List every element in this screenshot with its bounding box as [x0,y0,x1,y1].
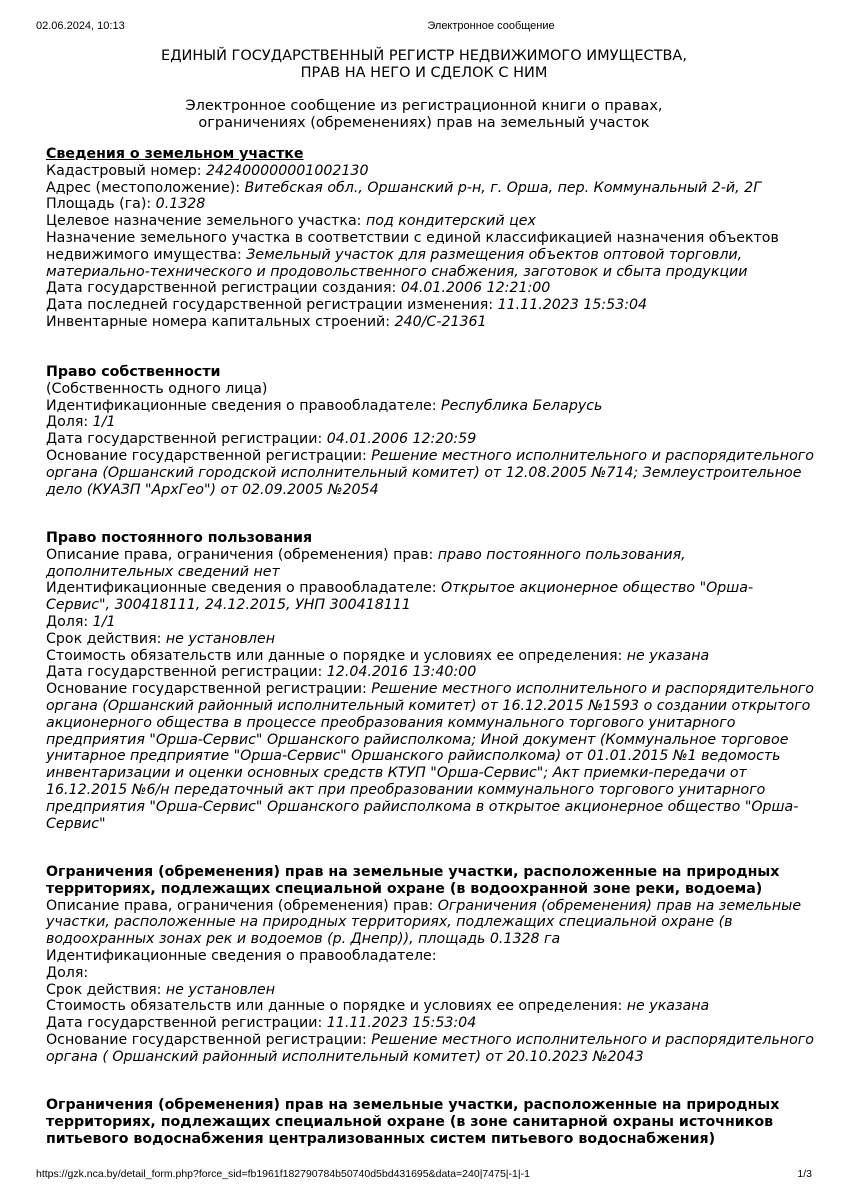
description-row [46,547,816,581]
classification-value: Земельный участок для размещения объектов оптовой торговли, материально-технического и продовольственного снабжения, заготовок и сбыта продукции [46,246,748,280]
print-url: https://gzk.nca.by/detail_form.php?force_sid=fb1961f182790784b50740d5bd431695&data=240|7475|-1|-1 [36,1168,530,1180]
ownership-kind: (Собственность одного лица) [46,380,268,397]
restriction-heading-line: питьевого водоснабжения централизованных систем питьевого водоснабжения) [46,1130,716,1147]
registration-value: 12.04.2016 13:40:00 [326,664,477,681]
registration-row [46,431,816,448]
permanent-use-heading: Право постоянного пользования [46,530,313,546]
registration-label: Дата государственной регистрации: [46,664,327,681]
holder-label: Идентификационные сведения о правообладателе: [46,580,442,597]
purpose-row [46,213,816,230]
created-row [46,280,816,297]
basis-label: Основание государственной регистрации: [46,681,372,698]
term-label: Срок действия: [46,630,166,647]
basis-value: Решение местного исполнительного и распорядительного органа (Оршанский городской исполнительный комитет) от 12.08.2005 №714; Землеустроительное дело (КУАЗП "АрхГео") от 02.09.2005 №2054 [46,447,814,498]
area-label: Площадь (га): [46,196,156,213]
inventory-value: 240/С-21361 [394,313,487,330]
cost-row [46,648,816,665]
cost-label: Стоимость обязательств или данные о порядке и условиях ее определения: [46,998,627,1015]
term-row [46,631,816,648]
share-label: Доля: [46,613,93,630]
share-row [46,414,816,431]
registration-row [46,1015,816,1032]
basis-value: Решение местного исполнительного и распорядительного органа (Оршанский районный исполнительный комитет) от 16.12.2015 №1593 о создании открытого акционерного общества в процессе преобразования коммунального торгового унитарного предприятия "Орша-Сервис" Оршанского райисполкома; Иной документ (Коммунальное торговое унитарное предприятие "Орша-Сервис" Оршанского райисполкома) от 01.01.2015 №1 ведомость инвентаризации и оценки основных средств КТУП "Орша-Сервис"; Акт приемки-передачи от 16.12.2015 №6/н передаточный акт при преобразовании коммунального торгового унитарного предприятия "Орша-Сервис" Оршанского райисполкома в открытое акционерное общество "Орша-Сервис" [46,681,814,832]
cadastral-label: Кадастровый номер: [46,162,206,179]
basis-label: Основание государственной регистрации: [46,447,372,464]
registration-value: 04.01.2006 12:20:59 [326,431,477,448]
address-value: Витебская обл., Оршанский р-н, г. Орша, пер. Коммунальный 2-й, 2Г [244,179,762,196]
address-label: Адрес (местоположение): [46,179,245,196]
share-value: 1/1 [92,613,116,630]
restriction-heading-line: территориях, подлежащих специальной охране (в зоне санитарной охраны источников [46,1113,774,1130]
created-label: Дата государственной регистрации создания: [46,280,401,297]
water-zone-restriction-section [46,864,816,1066]
cost-value: не указана [626,998,710,1015]
purpose-label: Целевое назначение земельного участка: [46,213,366,230]
holder-row [46,398,816,415]
address-row [46,180,816,197]
term-row [46,982,816,999]
purpose-value: под кондитерский цех [365,213,536,230]
share-label: Доля: [46,964,89,981]
registration-value: 11.11.2023 15:53:04 [326,1015,477,1032]
share-label: Доля: [46,414,93,431]
restriction-heading-line: Ограничения (обременения) прав на земельные участки, расположенные на природных [46,1097,780,1113]
restriction-heading-line: Ограничения (обременения) прав на земельные участки, расположенные на природных [46,864,780,880]
description-label: Описание права, ограничения (обременения) прав: [46,897,438,914]
term-value: не установлен [165,630,275,647]
basis-row [46,1032,816,1066]
cost-value: не указана [626,647,710,664]
restriction-heading-line: территориях, подлежащих специальной охране (в водоохранной зоне реки, водоема) [46,880,763,897]
description-value: право постоянного пользования, дополнительных сведений нет [46,546,686,580]
cadastral-row [46,163,816,180]
changed-label: Дата последней государственной регистрации изменения: [46,297,498,314]
register-title [0,48,848,81]
area-row [46,196,816,213]
permanent-use-section [46,530,816,832]
registration-label: Дата государственной регистрации: [46,1015,327,1032]
classification-label: Назначение земельного участка в соответствии с единой классификацией назначения объектов недвижимого имущества: [46,229,779,263]
share-row [46,965,816,982]
land-plot-heading: Сведения о земельном участке [46,146,304,162]
inventory-row [46,314,816,331]
print-doc-title: Электронное сообщение [427,20,555,32]
share-value: 1/1 [92,414,116,431]
cost-row [46,998,816,1015]
basis-value: Решение местного исполнительного и распорядительного органа ( Оршанский районный исполнительный комитет) от 20.10.2023 №2043 [46,1031,814,1065]
cost-label: Стоимость обязательств или данные о порядке и условиях ее определения: [46,647,627,664]
classification-row [46,230,816,280]
page-number: 1/3 [797,1168,812,1180]
share-row [46,614,816,631]
description-row [46,898,816,948]
description-value: Ограничения (обременения) прав на земельные участки, расположенные на природных территориях, подлежащих специальной охране (в водоохранных зонах рек и водоемов (р. Днепр)), площадь 0.1328 га [46,897,802,948]
ownership-section [46,364,816,498]
changed-value: 11.11.2023 15:53:04 [497,297,648,314]
cadastral-value: 242400000001002130 [206,162,369,179]
description-label: Описание права, ограничения (обременения) прав: [46,546,438,563]
registration-label: Дата государственной регистрации: [46,431,327,448]
sanitary-zone-restriction-section [46,1097,816,1147]
land-plot-section [46,146,816,331]
area-value: 0.1328 [155,196,206,213]
holder-value: Открытое акционерное общество "Орша-Сервис", 300418111, 24.12.2015, УНП 300418111 [46,580,754,614]
registration-row [46,664,816,681]
restriction-heading [46,1097,816,1147]
holder-row [46,580,816,614]
holder-row [46,948,816,965]
holder-value: Республика Беларусь [441,397,603,414]
print-datetime: 02.06.2024, 10:13 [36,20,125,32]
basis-label: Основание государственной регистрации: [46,1031,372,1048]
holder-label: Идентификационные сведения о правообладателе: [46,397,442,414]
created-value: 04.01.2006 12:21:00 [400,280,551,297]
restriction-heading [46,864,816,898]
message-subtitle [0,98,848,131]
message-subtitle-line: Электронное сообщение из регистрационной книги о правах, [185,98,663,114]
holder-label: Идентификационные сведения о правообладателе: [46,947,437,964]
register-title-line: ЕДИНЫЙ ГОСУДАРСТВЕННЫЙ РЕГИСТР НЕДВИЖИМОГО ИМУЩЕСТВА, [161,48,687,64]
basis-row [46,448,816,498]
ownership-heading: Право собственности [46,364,221,380]
term-label: Срок действия: [46,981,166,998]
changed-row [46,297,816,314]
basis-row [46,681,816,832]
inventory-label: Инвентарные номера капитальных строений: [46,313,395,330]
term-value: не установлен [165,981,275,998]
message-subtitle-line: ограничениях (обременениях) прав на земельный участок [198,114,650,131]
register-title-line: ПРАВ НА НЕГО И СДЕЛОК С НИМ [300,64,548,81]
